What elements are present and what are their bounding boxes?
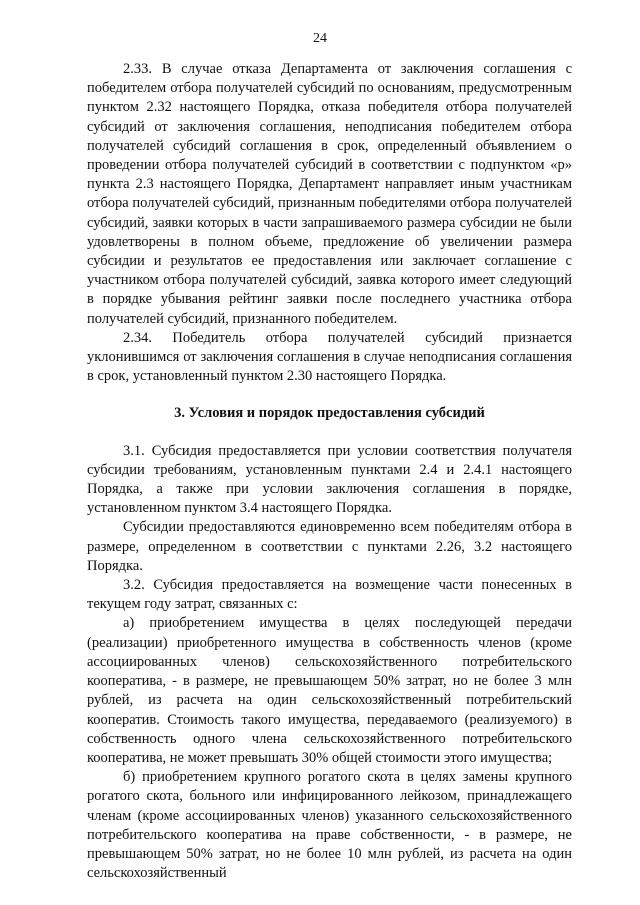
paragraph-3-1: 3.1. Субсидия предоставляется при условии соответствия получателя субсидии требованиям, установленным пунктами 2.4 и 2.4.1 настоящего Порядка, а также при условии заключения соглашения в порядке, установленном пунктом 3.4 настоящего Порядка.: [87, 442, 572, 517]
section-heading: 3. Условия и порядок предоставления субсидий: [174, 405, 485, 422]
paragraph-2-33: 2.33. В случае отказа Департамента от заключения соглашения с победителем отбора получателей субсидий по основаниям, предусмотренным пунктом 2.32 настоящего Порядка, отказа победителя отбора получателей субсидий от заключения соглашения, неподписания победителем отбора получателей субсидий соглашения в срок, определенный объявлением о проведении отбора получателей субсидий в соответствии с подпунктом «р» пункта 2.3 настоящего Порядка, Департамент направляет иным участникам отбора получателей субсидий, признанным победителями отбора получателей субсидий, заявки которых в части запрашиваемого размера субсидии не были удовлетворены в полном объеме, предложение об увеличении размера субсидии и результатов ее предоставления или заключает соглашение с участником отбора получателей субсидий, заявка которого имеет следующий в порядке убывания рейтинг заявки после последнего участника отбора получателей субсидий, признанного победителем.: [87, 61, 572, 327]
page-number: 24: [313, 31, 327, 46]
paragraph-subsidies-once: Субсидии предоставляются единовременно всем победителям отбора в размере, определенном в соответствии с пунктами 2.26, 3.2 настоящего Порядка.: [87, 519, 572, 574]
paragraph-3-2-b: б) приобретением крупного рогатого скота в целях замены крупного рогатого скота, больного или инфицированного лейкозом, принадлежащего членам (кроме ассоциированных членов) указанного сельскохозяйственного потребительского кооператива на праве собственности, - в размере, не превышающем 50% затрат, но не более 10 млн рублей, из расчета на один сельскохозяйственный: [87, 769, 572, 882]
paragraph-3-2: 3.2. Субсидия предоставляется на возмещение части понесенных в текущем году затрат, связанных с:: [87, 577, 572, 613]
paragraph-3-2-a: а) приобретением имущества в целях последующей передачи (реализации) приобретенного имущества в собственность членов (кроме ассоциированных членов) сельскохозяйственного потребительского кооператива, - в размере, не превышающем 50% затрат, но не более 3 млн рублей, из расчета на один сельскохозяйственный потребительский кооператив. Стоимость такого имущества, передаваемого (реализуемого) в собственность одного члена сельскохозяйственного потребительского кооператива, не может превышать 30% общей стоимости этого имущества;: [87, 615, 572, 766]
page-content: [87, 60, 572, 883]
paragraph-2-34: 2.34. Победитель отбора получателей субсидий признается уклонившимся от заключения соглашения в случае неподписания соглашения в срок, установленный пунктом 2.30 настоящего Порядка.: [87, 329, 572, 385]
